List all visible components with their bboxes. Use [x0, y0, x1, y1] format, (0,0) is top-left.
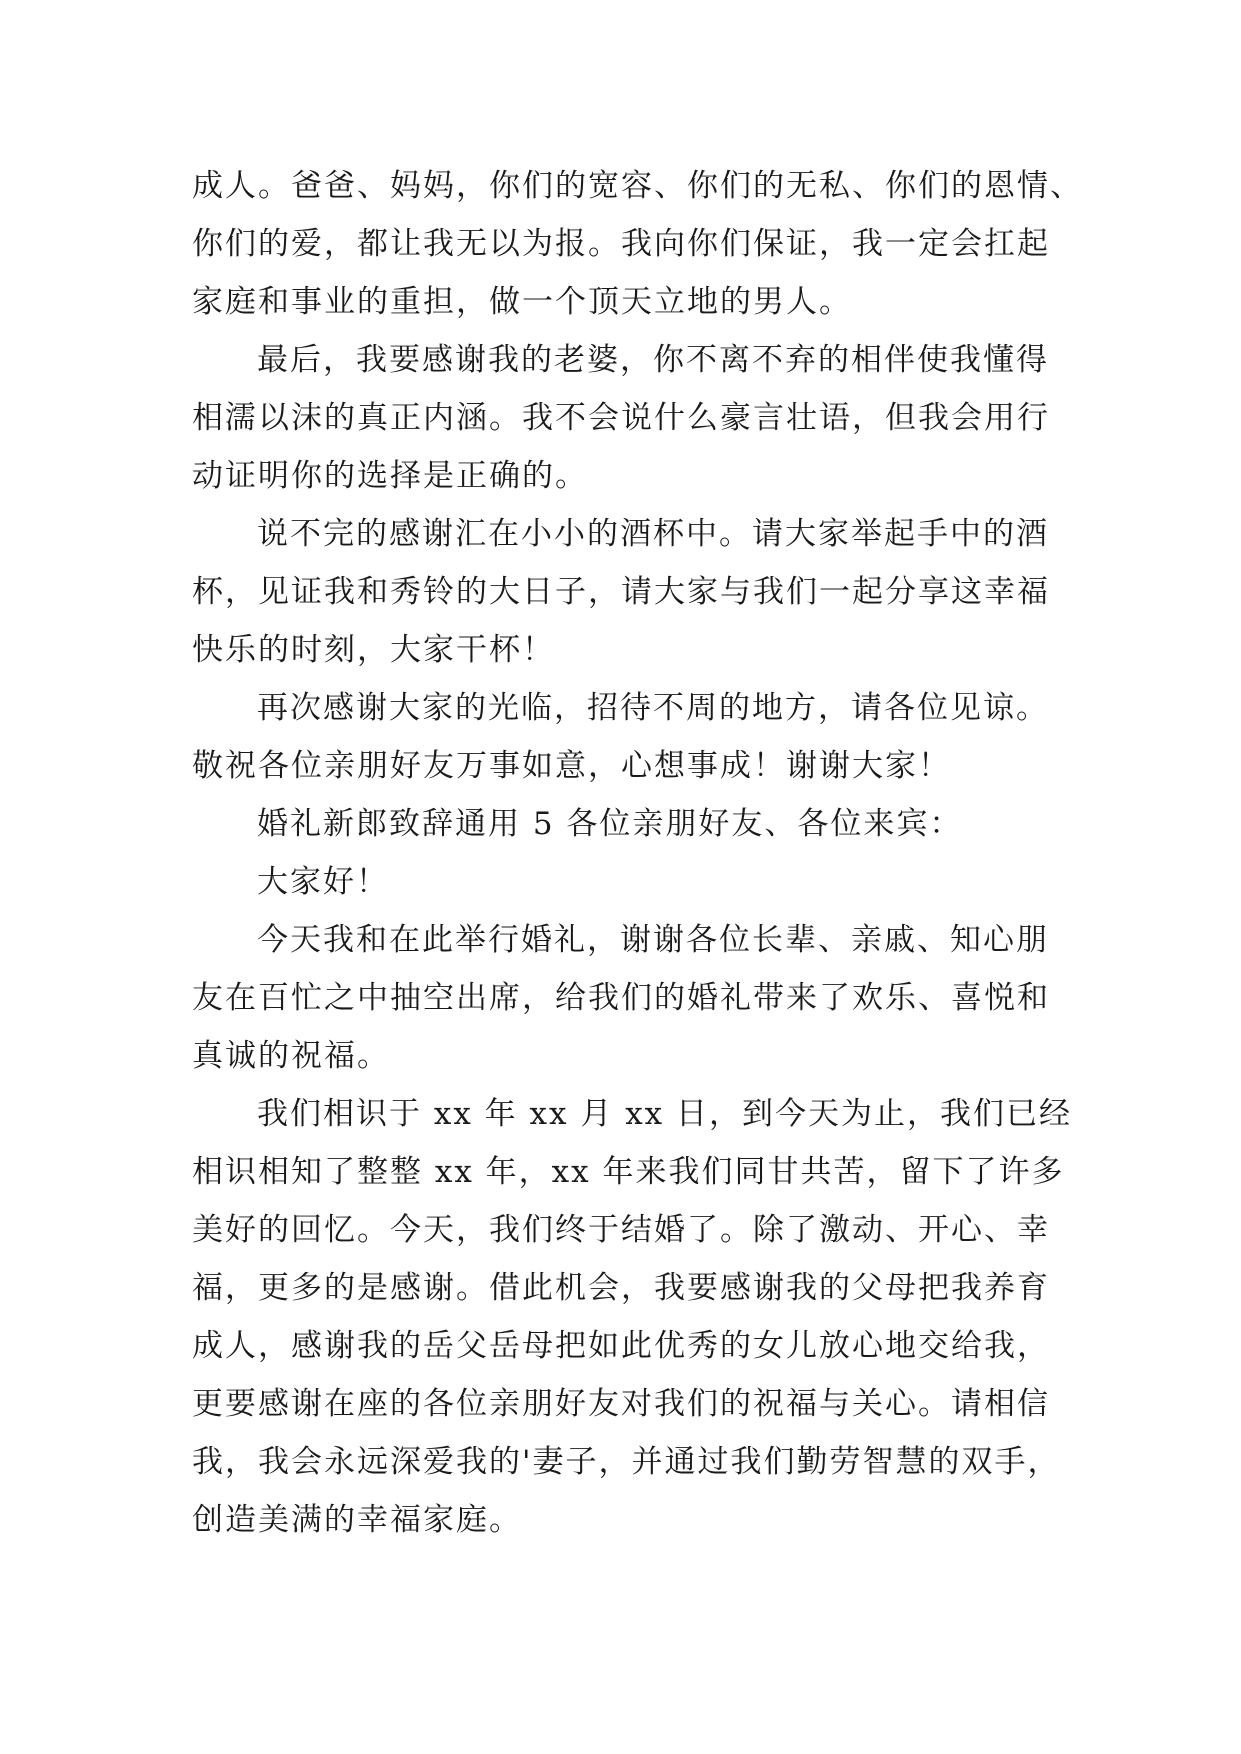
section-heading-line: 婚礼新郎致辞通用 5 各位亲朋好友、各位来宾：	[257, 806, 963, 842]
text-line: 更要感谢在座的各位亲朋好友对我们的祝福与关心。请相信	[192, 1386, 1050, 1422]
text-line: 相濡以沫的真正内涵。我不会说什么豪言壮语，但我会用行	[192, 400, 1050, 436]
text-line: 美好的回忆。今天，我们终于结婚了。除了激动、开心、幸	[192, 1212, 1050, 1248]
paragraph-first-line: 我们相识于 xx 年 xx 月 xx 日，到今天为止，我们已经	[257, 1096, 1073, 1132]
text-line: 福，更多的是感谢。借此机会，我要感谢我的父母把我养育	[192, 1270, 1050, 1306]
paragraph-first-line: 再次感谢大家的光临，招待不周的地方，请各位见谅。	[257, 690, 1049, 726]
text-line: 成人，感谢我的岳父岳母把如此优秀的女儿放心地交给我，	[192, 1328, 1050, 1364]
greeting-line: 大家好！	[257, 864, 389, 900]
text-line: 相识相知了整整 xx 年，xx 年来我们同甘共苦，留下了许多	[192, 1154, 1065, 1190]
text-line: 快乐的时刻，大家干杯！	[192, 632, 555, 668]
text-line: 创造美满的幸福家庭。	[192, 1502, 522, 1538]
text-line: 动证明你的选择是正确的。	[192, 458, 588, 494]
paragraph-first-line: 最后，我要感谢我的老婆，你不离不弃的相伴使我懂得	[257, 342, 1049, 378]
paragraph-first-line: 说不完的感谢汇在小小的酒杯中。请大家举起手中的酒	[257, 516, 1049, 552]
text-line: 真诚的祝福。	[192, 1038, 390, 1074]
paragraph-first-line: 今天我和在此举行婚礼，谢谢各位长辈、亲戚、知心朋	[257, 922, 1049, 958]
text-line: 杯，见证我和秀铃的大日子，请大家与我们一起分享这幸福	[192, 574, 1050, 610]
text-line: 敬祝各位亲朋好友万事如意，心想事成！谢谢大家！	[192, 748, 951, 784]
document-body	[192, 157, 1092, 1549]
text-line: 家庭和事业的重担，做一个顶天立地的男人。	[192, 284, 852, 320]
text-line: 我，我会永远深爱我的'妻子，并通过我们勤劳智慧的双手，	[192, 1444, 1061, 1480]
text-line: 友在百忙之中抽空出席，给我们的婚礼带来了欢乐、喜悦和	[192, 980, 1050, 1016]
text-line: 你们的爱，都让我无以为报。我向你们保证，我一定会扛起	[192, 226, 1050, 262]
text-line: 成人。爸爸、妈妈，你们的宽容、你们的无私、你们的恩情、	[192, 168, 1083, 204]
